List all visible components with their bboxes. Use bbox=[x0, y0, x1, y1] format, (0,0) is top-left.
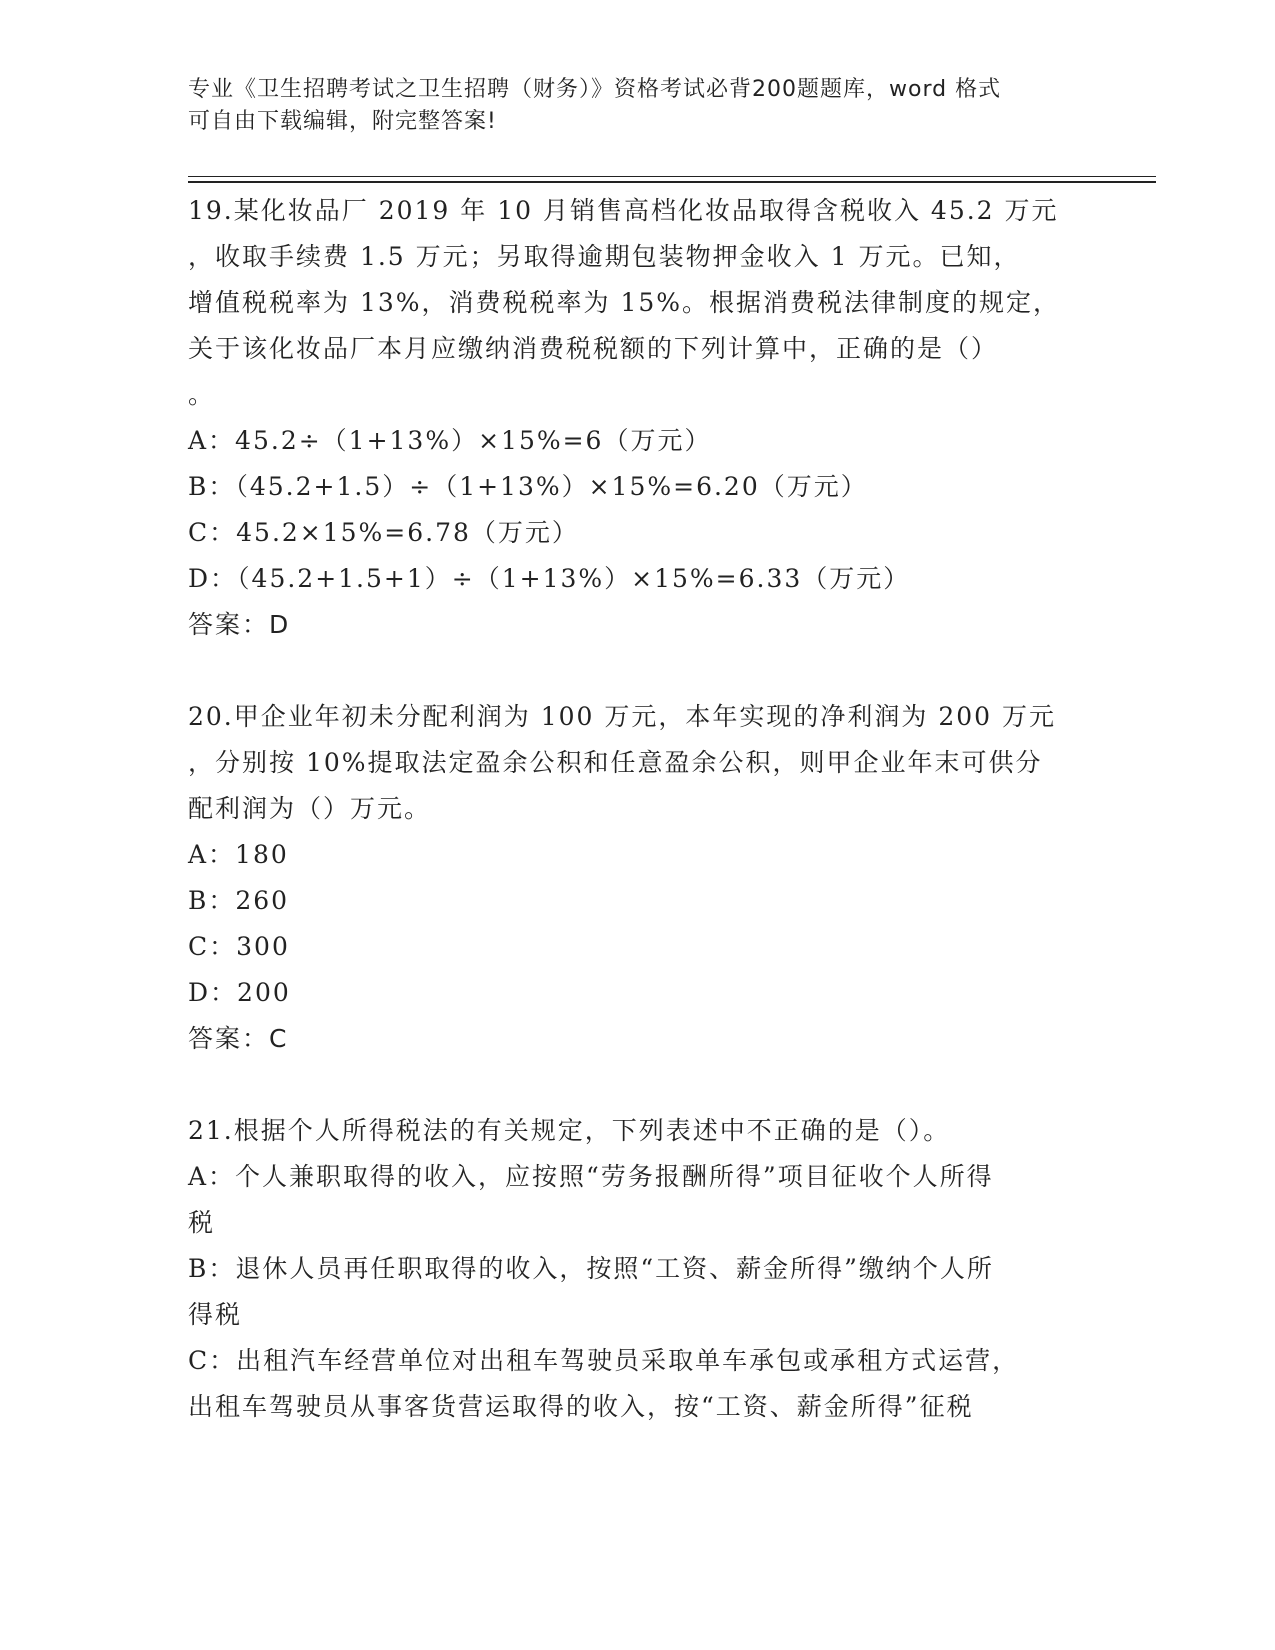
question-21-option-a: A：个人兼职取得的收入，应按照“劳务报酬所得”项目征收个人所得 bbox=[188, 1162, 994, 1191]
question-19-stem-line-4: 关于该化妆品厂本月应缴纳消费税税额的下列计算中，正确的是（） bbox=[188, 334, 999, 363]
question-21-option-c-cont: 出租车驾驶员从事客货营运取得的收入，按“工资、薪金所得”征税 bbox=[188, 1392, 974, 1421]
question-19-option-d: D：（45.2+1.5+1）÷（1+13%）×15%=6.33（万元） bbox=[188, 564, 911, 593]
question-spacer bbox=[188, 648, 1088, 694]
question-19-answer: 答案：D bbox=[188, 610, 291, 639]
question-spacer bbox=[188, 1062, 1088, 1108]
question-19-stem-line-3: 增值税税率为 13%，消费税税率为 15%。根据消费税法律制度的规定， bbox=[188, 288, 1061, 317]
question-20-option-a: A：180 bbox=[188, 840, 289, 869]
question-20-answer: 答案：C bbox=[188, 1024, 289, 1053]
question-21-option-b-cont: 得税 bbox=[188, 1300, 243, 1329]
question-21-option-c: C：出租汽车经营单位对出租车驾驶员采取单车承包或承租方式运营， bbox=[188, 1346, 1020, 1375]
question-list bbox=[188, 188, 1088, 1430]
question-20-stem-line-3: 配利润为（）万元。 bbox=[188, 794, 432, 823]
question-19-option-c: C：45.2×15%=6.78（万元） bbox=[188, 518, 579, 547]
header-divider-thick bbox=[188, 181, 1156, 183]
question-20-stem-line-2: ，分别按 10%提取法定盈余公积和任意盈余公积，则甲企业年末可供分 bbox=[188, 748, 1043, 777]
question-19-option-b: B：（45.2+1.5）÷（1+13%）×15%=6.20（万元） bbox=[188, 472, 868, 501]
question-19-stem-line-5: 。 bbox=[188, 380, 216, 409]
header-title-line-2: 可自由下载编辑，附完整答案! bbox=[188, 109, 497, 134]
question-21-option-b: B：退休人员再任职取得的收入，按照“工资、薪金所得”缴纳个人所 bbox=[188, 1254, 994, 1283]
question-20 bbox=[188, 694, 1088, 1062]
question-21-stem-line-1: 21.根据个人所得税法的有关规定，下列表述中不正确的是（）。 bbox=[188, 1116, 951, 1145]
question-20-stem-line-1: 20.甲企业年初未分配利润为 100 万元，本年实现的净利润为 200 万元 bbox=[188, 702, 1056, 731]
question-20-option-d: D：200 bbox=[188, 978, 291, 1007]
question-20-option-c: C：300 bbox=[188, 932, 290, 961]
question-19 bbox=[188, 188, 1088, 648]
question-19-option-a: A：45.2÷（1+13%）×15%=6（万元） bbox=[188, 426, 712, 455]
question-19-stem-line-1: 19.某化妆品厂 2019 年 10 月销售高档化妆品取得含税收入 45.2 万元 bbox=[188, 196, 1059, 225]
header-divider-thin bbox=[188, 176, 1156, 177]
document-header bbox=[188, 74, 1068, 138]
question-21 bbox=[188, 1108, 1088, 1430]
question-19-stem-line-2: ，收取手续费 1.5 万元；另取得逾期包装物押金收入 1 万元。已知， bbox=[188, 242, 1021, 271]
header-title-line-1: 专业《卫生招聘考试之卫生招聘（财务）》资格考试必背200题题库，word 格式 bbox=[188, 77, 1002, 102]
question-21-option-a-cont: 税 bbox=[188, 1208, 216, 1237]
question-20-option-b: B：260 bbox=[188, 886, 290, 915]
